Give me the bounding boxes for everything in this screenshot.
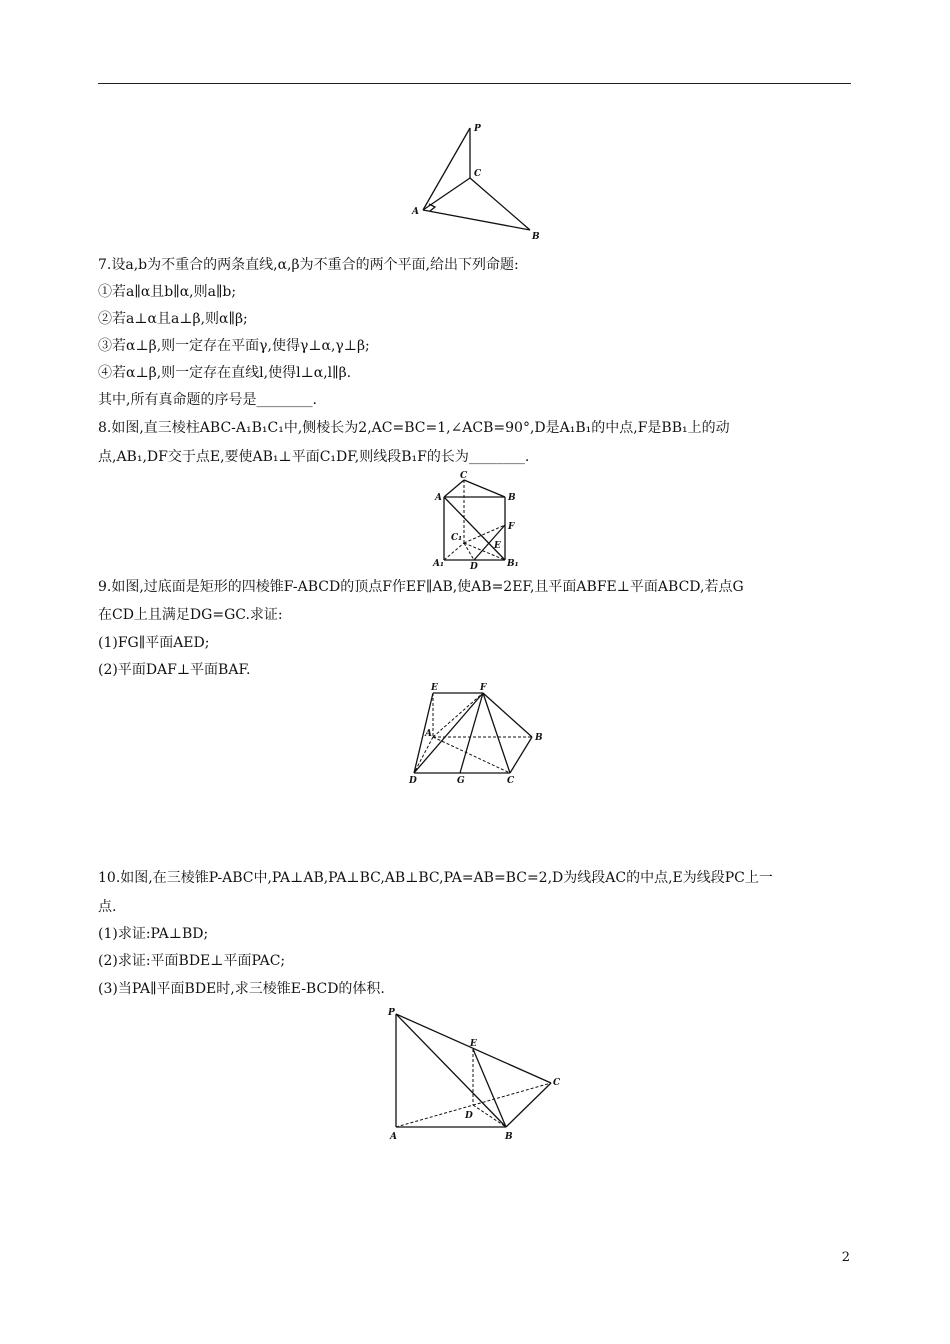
fig3-label-e: E (431, 683, 438, 693)
fig1-label-p: P (474, 124, 481, 134)
q7-prop-1: ①若a∥α且b∥α,则a∥b; (98, 284, 237, 300)
fig3-label-a: A (425, 729, 432, 739)
header-rule (98, 83, 851, 84)
q7-prop-4: ④若α⊥β,则一定存在直线l,使得l⊥α,l∥β. (98, 365, 352, 381)
q7-prop-2: ②若a⊥α且a⊥β,则α∥β; (98, 311, 248, 327)
fig4-label-d: D (465, 1111, 473, 1121)
q10-part-3: (3)当PA∥平面BDE时,求三棱锥E-BCD的体积. (98, 981, 385, 997)
fig3-label-d: D (409, 776, 417, 786)
fig2-label-f: F (508, 522, 515, 532)
q10-part-1: (1)求证:PA⊥BD; (98, 926, 209, 942)
fig4-label-c: C (553, 1078, 561, 1088)
fig4-label-a: A (390, 1132, 397, 1142)
fig2-label-a: A (435, 493, 442, 503)
figure-prism (430, 470, 525, 570)
fig4-label-b: B (505, 1132, 513, 1142)
q7-ask: 其中,所有真命题的序号是________. (98, 392, 317, 408)
fig3-label-c: C (507, 776, 515, 786)
fig1-label-c: C (474, 169, 482, 179)
fig3-label-g: G (457, 776, 465, 786)
fig1-label-a: A (412, 207, 419, 217)
figure-pyramid-pabc-2 (385, 1005, 570, 1145)
q10-line-2: 点. (98, 899, 117, 915)
fig2-label-a1: A₁ (433, 559, 444, 569)
fig4-label-e: E (470, 1039, 477, 1049)
fig1-label-b: B (532, 232, 540, 242)
q9-part-2: (2)平面DAF⊥平面BAF. (98, 662, 251, 678)
page-number: 2 (841, 1250, 850, 1265)
fig2-label-b1: B₁ (507, 559, 519, 569)
q8-line-2: 点,AB₁,DF交于点E,要使AB₁⊥平面C₁DF,则线段B₁F的长为________. (98, 449, 530, 465)
q8-line-1: 8.如图,直三棱柱ABC-A₁B₁C₁中,侧棱长为2,AC=BC=1,∠ACB=90°,D是A₁B₁的中点,F是BB₁上的动 (98, 420, 730, 436)
q9-line-1: 9.如图,过底面是矩形的四棱锥F-ABCD的顶点F作EF∥AB,使AB=2EF,且平面ABFE⊥平面ABCD,若点G (98, 579, 744, 595)
q10-part-2: (2)求证:平面BDE⊥平面PAC; (98, 953, 286, 969)
fig3-label-b: B (535, 733, 543, 743)
fig2-label-d: D (470, 562, 478, 570)
fig2-label-e: E (494, 541, 501, 551)
q7-stem: 7.设a,b为不重合的两条直线,α,β为不重合的两个平面,给出下列命题: (98, 257, 519, 273)
fig2-label-c: C (460, 471, 468, 481)
fig3-label-f: F (480, 683, 487, 693)
fig2-label-c1: C₁ (451, 533, 463, 543)
fig2-label-b: B (508, 493, 516, 503)
figure-pyramid-fabcd (400, 678, 550, 788)
q9-part-1: (1)FG∥平面AED; (98, 635, 210, 651)
q9-line-2: 在CD上且满足DG=GC.求证: (98, 607, 283, 623)
q10-line-1: 10.如图,在三棱锥P-ABC中,PA⊥AB,PA⊥BC,AB⊥BC,PA=AB=BC=2,D为线段AC的中点,E为线段PC上一 (98, 870, 773, 886)
q7-prop-3: ③若α⊥β,则一定存在平面γ,使得γ⊥α,γ⊥β; (98, 338, 370, 354)
figure-pyramid-pabc (408, 118, 548, 244)
fig4-label-p: P (388, 1008, 395, 1018)
